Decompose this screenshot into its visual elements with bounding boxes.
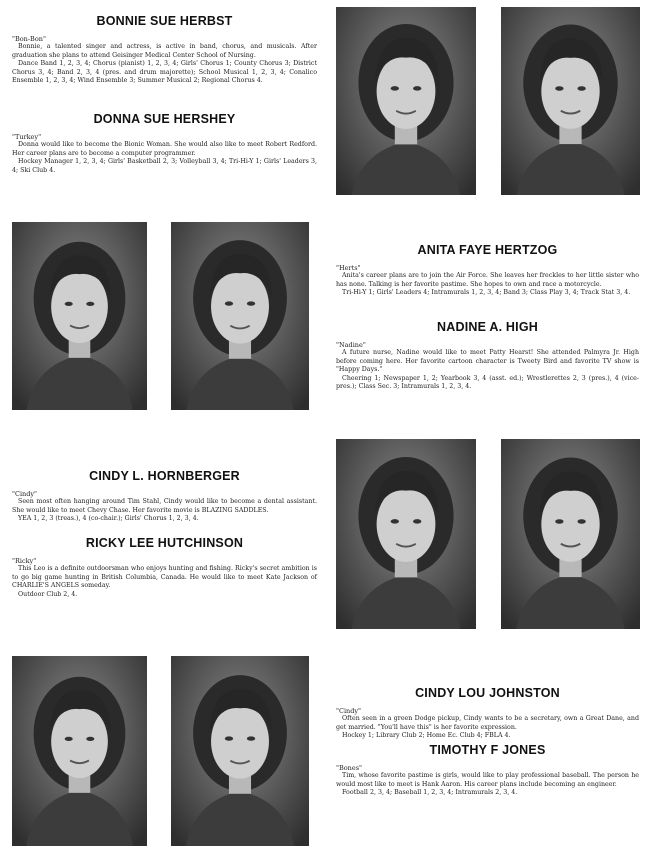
senior-entry-jones [336,743,639,798]
senior-nickname: "Bon-Bon" [12,35,46,43]
senior-entry-hertzog [336,243,639,298]
senior-name: NADINE A. HIGH [437,320,538,334]
senior-entry-high [336,320,639,392]
senior-nickname: "Nadine" [336,341,366,349]
senior-bio: A future nurse, Nadine would like to meet Patty Hearst! She attended Palmyra Jr. High before coming here. Her favorite cartoon character is Tweety Bird and favorite TV show is "Happy Days." [336,349,639,374]
portrait-photo [501,7,640,195]
portrait-photo [12,222,147,410]
senior-nickname: "Cindy" [336,707,362,715]
senior-bio: Anita's career plans are to join the Air Force. She leaves her freckles to her little sister who has none. Talking is her favorite pastime. She hopes to own and race a motorcycle. [336,272,639,288]
senior-activities: Football 2, 3, 4; Baseball 1, 2, 3, 4; Intramurals 2, 3, 4. [342,789,518,797]
senior-bio: This Leo is a definite outdoorsman who enjoys hunting and fishing. Ricky's secret ambition is to go big game hunting in British Columbia, Canada. He would like to meet Kate Jackson of CHARLIE'S ANGELS someday. [12,565,317,590]
senior-activities: Hockey 1; Library Club 2; Home Ec. Club 4; FBLA 4. [342,732,511,740]
senior-entry-hornberger [12,469,317,524]
senior-activities: Hockey Manager 1, 2, 3, 4; Girls' Basketball 2, 3; Volleyball 3, 4; Tri-Hi-Y 1; Girls' Leaders 3, 4; Ski Club 4. [12,158,317,174]
portrait-photo [501,439,640,629]
senior-name: CINDY LOU JOHNSTON [415,686,560,700]
portrait-photo [171,656,309,846]
senior-entry-hutchinson [12,536,317,599]
senior-nickname: "Cindy" [12,490,38,498]
senior-bio: Seen most often hanging around Tim Stahl, Cindy would like to become a dental assistant. She would like to meet Chevy Chase. Her favorite movie is BLAZING SADDLES. [12,498,317,514]
senior-activities: Cheering 1; Newspaper 1, 2; Yearbook 3, 4 (asst. ed.); Wrestlerettes 2, 3 (pres.), 4 (vice-pres.); Class Sec. 3; Intramurals 1, 2, 3, 4. [336,374,639,391]
portrait-photo [12,656,147,846]
senior-entry-herbst [12,14,317,86]
senior-name: ANITA FAYE HERTZOG [417,243,558,257]
portrait-photo [171,222,309,410]
senior-nickname: "Bones" [336,764,363,772]
senior-bio: Bonnie, a talented singer and actress, is active in band, chorus, and musicals. After graduation she plans to attend Geisinger Medical Center School of Nursing. [12,43,317,59]
senior-activities: Dance Band 1, 2, 3, 4; Chorus (pianist) 1, 2, 3, 4; Girls' Chorus 1; County Chorus 3; District Chorus 3, 4; Band 2, 3, 4 (pres. and drum majorette); School Musical 1, 2, 3, 4; Conalico Ensemble 1, 2, 3, 4; Wind Ensemble 3; Summer Musical 2; Regional Chorus 4. [12,60,317,85]
senior-bio: Donna would like to become the Bionic Woman. She would also like to meet Robert Redford. Her career plans are to become a computer programmer. [12,141,317,157]
senior-bio: Often seen in a green Dodge pickup, Cindy wants to be a secretary, own a Great Dane, and get married. "You'll have this" is her favorite expression. [336,715,639,731]
senior-name: BONNIE SUE HERBST [96,14,233,28]
senior-name: RICKY LEE HUTCHINSON [85,536,244,550]
senior-activities: Tri-Hi-Y 1; Girls' Leaders 4; Intramurals 1, 2, 3, 4; Band 3; Class Play 3, 4; Track Stat 3, 4. [342,289,631,297]
senior-name: DONNA SUE HERSHEY [93,112,236,126]
senior-entry-hershey [12,112,317,175]
senior-nickname: "Ricky" [12,557,37,565]
portrait-photo [336,439,476,629]
portrait-photo [336,7,476,195]
senior-bio: Tim, whose favorite pastime is girls, would like to play professional baseball. The person he would most like to meet is Hank Aaron. His career plans include becoming an engineer. [336,772,639,788]
senior-name: TIMOTHY F JONES [429,743,546,757]
senior-name: CINDY L. HORNBERGER [89,469,240,483]
senior-activities: YEA 1, 2, 3 (treas.), 4 (co-chair.); Girls' Chorus 1, 2, 3, 4. [18,515,199,523]
senior-nickname: "Herts" [336,264,361,272]
senior-nickname: "Turkey" [12,133,42,141]
senior-entry-johnston [336,686,639,741]
senior-activities: Outdoor Club 2, 4. [18,590,78,598]
